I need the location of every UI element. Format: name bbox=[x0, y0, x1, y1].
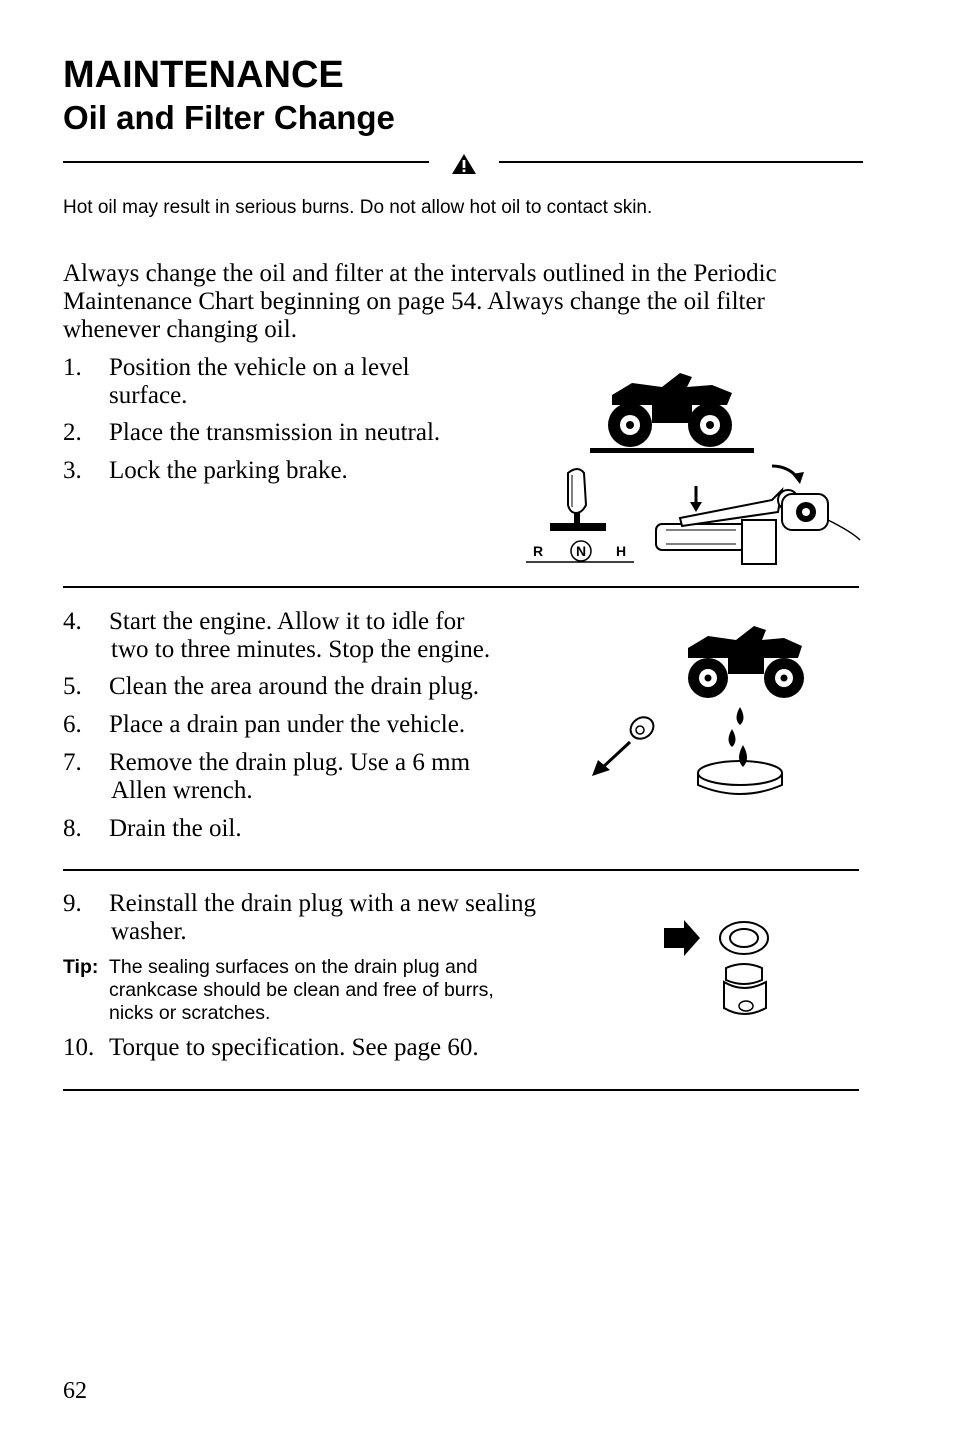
parking-brake-illustration bbox=[652, 460, 862, 570]
step-text-cont: washer. bbox=[111, 918, 187, 945]
step-number: 3. bbox=[63, 457, 82, 484]
step-text: Place a drain pan under the vehicle. bbox=[109, 711, 466, 738]
step-number: 2. bbox=[63, 419, 82, 446]
step-text-cont: surface. bbox=[109, 382, 188, 409]
warning-triangle-icon bbox=[451, 153, 477, 175]
step-text: Start the engine. Allow it to idle for bbox=[109, 608, 465, 635]
step-text: Clean the area around the drain plug. bbox=[109, 673, 479, 700]
atv-drain-illustration bbox=[678, 620, 808, 700]
warning-text: Hot oil may result in serious burns. Do not allow hot oil to contact skin. bbox=[63, 197, 653, 218]
gear-label-neutral: N bbox=[576, 543, 587, 559]
section-rule-3 bbox=[63, 1089, 859, 1091]
step-text: Reinstall the drain plug with a new sealing bbox=[109, 890, 536, 917]
page-title: Oil and Filter Change bbox=[63, 99, 395, 136]
atv-level-illustration bbox=[592, 365, 752, 455]
step-number: 9. bbox=[63, 890, 82, 917]
section-rule-2 bbox=[63, 869, 859, 871]
drain-pan-illustration bbox=[695, 705, 785, 800]
section-rule-1 bbox=[63, 586, 859, 588]
gear-label-high: H bbox=[616, 543, 627, 559]
step-text: Drain the oil. bbox=[109, 815, 242, 842]
gear-label-reverse: R bbox=[533, 543, 544, 559]
step-number: 1. bbox=[63, 354, 82, 381]
warning-rule-right bbox=[499, 161, 863, 163]
step-text: Lock the parking brake. bbox=[109, 457, 348, 484]
step-text: Place the transmission in neutral. bbox=[109, 419, 441, 446]
step-number: 6. bbox=[63, 711, 82, 738]
step-text: Torque to specification. See page 60. bbox=[109, 1034, 479, 1061]
tip-label: Tip: bbox=[63, 956, 99, 978]
step-text-cont: Allen wrench. bbox=[111, 777, 253, 804]
intro-paragraph: Always change the oil and filter at the intervals outlined in the Periodic Maintenance Chart beginning on page 54. Always change the oil filter whenever changing oil. bbox=[63, 260, 777, 343]
step-text-cont: two to three minutes. Stop the engine. bbox=[111, 636, 491, 663]
step-number: 7. bbox=[63, 749, 82, 776]
step-text: Remove the drain plug. Use a 6 mm bbox=[109, 749, 471, 776]
tip-text-line-1: The sealing surfaces on the drain plug and bbox=[109, 956, 478, 978]
step-number: 10. bbox=[63, 1034, 95, 1061]
tip-note bbox=[63, 956, 494, 1024]
step-number: 4. bbox=[63, 608, 82, 635]
warning-rule-left bbox=[63, 161, 429, 163]
drain-plug-removal-illustration bbox=[590, 712, 670, 782]
washer-plug-illustration bbox=[662, 912, 782, 1022]
tip-text-line-3: nicks or scratches. bbox=[109, 1002, 271, 1024]
step-number: 5. bbox=[63, 673, 82, 700]
section-title: MAINTENANCE bbox=[63, 54, 344, 96]
step-text: Position the vehicle on a level bbox=[109, 354, 410, 381]
tip-text-line-2: crankcase should be clean and free of burrs, bbox=[109, 979, 494, 1001]
page-number: 62 bbox=[63, 1378, 87, 1404]
step-number: 8. bbox=[63, 815, 82, 842]
